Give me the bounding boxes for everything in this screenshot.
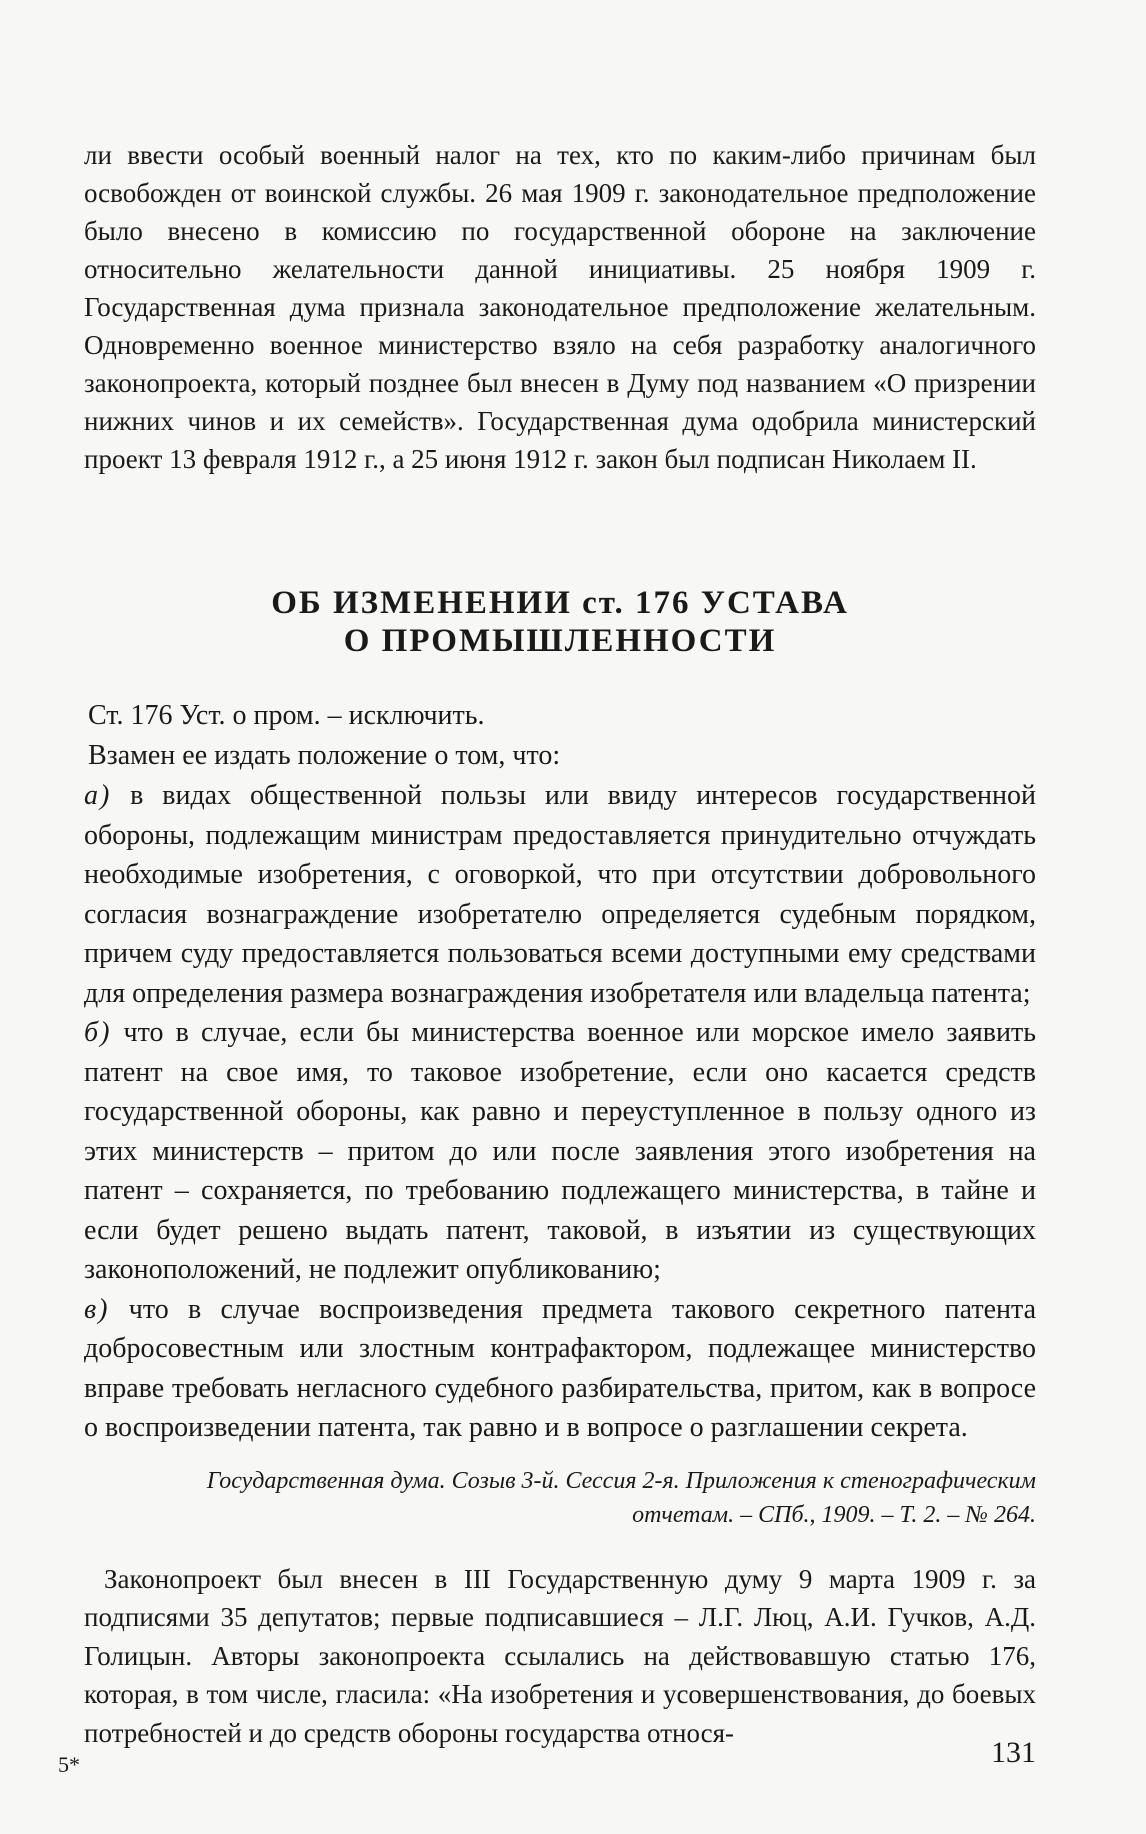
law-item-v [84,1290,1036,1448]
closing-paragraph: Законопроект был внесен в III Государственную думу 9 марта 1909 г. за подписями 35 депутатов; первые подписавшиеся – Л.Г. Люц, А.И. Гучков, А.Д. Голицын. Авторы законопроекта ссылались на действовавшую статью 176, которая, в том числе, гласила: «На изобретения и усовершенствования, до боевых потребностей и до средств обороны государства относя- [84,1563,1036,1748]
law-text [84,696,1036,1448]
heading-line-1: ОБ ИЗМЕНЕНИИ ст. 176 УСТАВА [271,585,849,621]
section-heading [84,584,1036,660]
law-item-b [84,1013,1036,1290]
source-citation: Государственная дума. Созыв 3-й. Сессия 2-я. Приложения к стенографическим отчетам. – СПб., 1909. – Т. 2. – № 264. [206,1467,1036,1528]
item-letter: в) [84,1293,110,1325]
signature-mark: 5* [58,1752,80,1777]
item-letter: б) [84,1017,112,1048]
law-item-a [84,776,1036,1013]
item-letter: а) [84,780,112,811]
page-content [84,136,1036,1752]
item-text: в видах общественной пользы или ввиду интересов государственной обороны, подлежащим министрам предоставляется принудительно отчуждать необходимые изобретения, с оговоркой, что при отсутствии добровольного согласия вознаграждение изобретателю определяется судебным порядком, причем суду предоставляется пользоваться всеми доступными ему средствами для определения размера вознаграждения изобретателя или владельца патента; [84,780,1037,1009]
law-instead: Взамен ее издать положение о том, что: [88,740,561,771]
heading-line-2: О ПРОМЫШЛЕННОСТИ [343,623,777,659]
page-number: 131 [991,1736,1036,1769]
law-article: Ст. 176 Уст. о пром. – исключить. [88,700,485,731]
item-text: что в случае, если бы министерства военное или морское имело заявить патент на свое имя, то таковое изобретение, если оно касается средств государственной обороны, как равно и переуступленное в пользу одного из этих министерств – притом до или после заявления этого изобретения на патент – сохраняется, по требованию подлежащего министерства, в тайне и если будет решено выдать патент, таковой, в изъятии из существующих законоположений, не подлежит опубликованию; [84,1017,1036,1285]
closing-section [84,1560,1036,1753]
intro-paragraph: ли ввести особый военный налог на тех, кто по каким-либо причинам был освобожден от воинской службы. 26 мая 1909 г. законодательное предположение было внесено в комиссию по государственной обороне на заключение относительно желательности данной инициативы. 25 ноября 1909 г. Государственная дума признала законодательное предположение желательным. Одновременно военное министерство взяло на себя разработку аналогичного законопроекта, который позднее был внесен в Думу под названием «О призрении нижних чинов и их семейств». Государственная дума одобрила министерский проект 13 февраля 1912 г., а 25 июня 1912 г. закон был подписан Николаем II. [84,140,1036,474]
item-text: что в случае воспроизведения предмета такового секретного патента добросовестным или злостным контрафактором, подлежащее министерство вправе требовать негласного судебного разбирательства, притом, как в вопросе о воспроизведении патента, так равно и в вопросе о разглашении секрета. [84,1293,1037,1443]
